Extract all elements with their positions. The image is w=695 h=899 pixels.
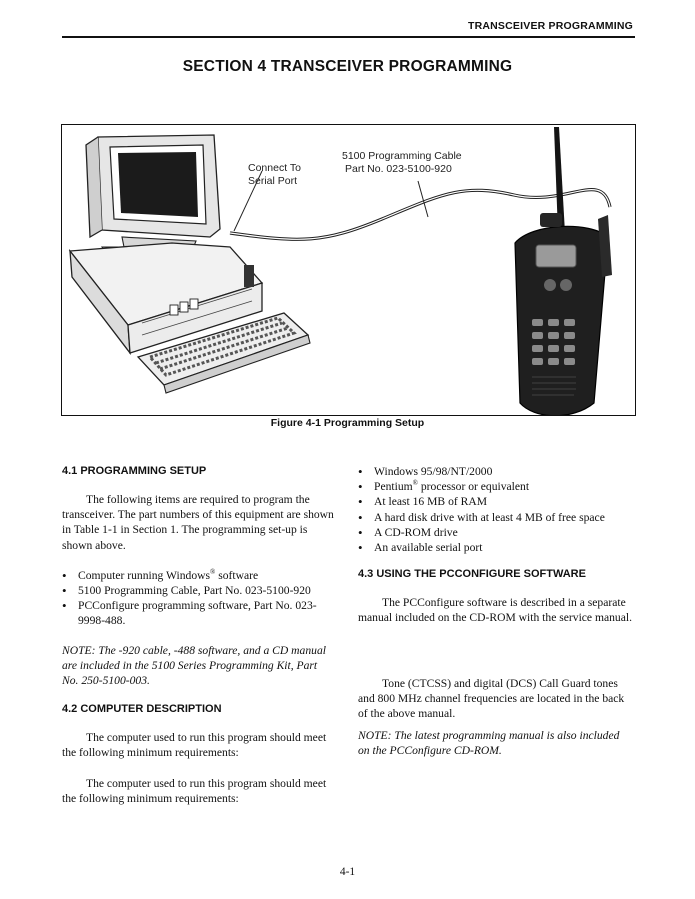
programming-kit-note: NOTE: The -920 cable, -488 software, and a CD manual are included in the 5100 Series Programming Kit, Part No. 250-5100-003. — [62, 643, 326, 688]
running-header: TRANSCEIVER PROGRAMMING — [467, 20, 633, 32]
serial-port-callout: Connect To Serial Port — [248, 162, 301, 187]
figure-caption: Figure 4-1 Programming Setup — [270, 417, 425, 429]
list-item: • Computer running Windows® software — [62, 568, 336, 583]
heading-computer-description: 4.2 COMPUTER DESCRIPTION — [62, 703, 222, 716]
minimum-requirements-list — [358, 464, 632, 555]
programming-manual-note: NOTE: The latest programming manual is also included on the PCConfigure CD-ROM. — [358, 729, 620, 758]
list-item: • A CD-ROM drive — [358, 525, 632, 540]
programming-setup-figure — [61, 124, 636, 416]
list-item: • Windows 95/98/NT/2000 — [358, 464, 632, 479]
list-item: • 5100 Programming Cable, Part No. 023-5100-920 — [62, 583, 336, 598]
left-column — [62, 464, 336, 806]
header-rule — [62, 36, 635, 38]
computer-description-paragraph-2: The computer used to run this program should meet the following minimum requirements: — [62, 776, 327, 805]
section-title: SECTION 4 TRANSCEIVER PROGRAMMING — [182, 58, 513, 75]
page-number: 4-1 — [339, 866, 356, 878]
list-item: • Pentium® processor or equivalent — [358, 479, 632, 494]
radio-transceiver-icon — [515, 127, 612, 416]
programming-setup-paragraph: The following items are required to program the transceiver. The part numbers of this equipment are shown in Table 1-1 in Section 1. The programming set-up is shown above. — [62, 493, 334, 552]
computer-description-paragraph-1: The computer used to run this program should meet the following minimum requirements: — [62, 731, 327, 760]
pcconfigure-paragraph: The PCConfigure software is described in a separate manual included on the CD-ROM with the service manual. — [358, 596, 632, 625]
list-item: • At least 16 MB of RAM — [358, 494, 632, 509]
call-guard-tones-paragraph: Tone (CTCSS) and digital (DCS) Call Guard tones and 800 MHz channel frequencies are located in the back of the above manual. — [358, 676, 625, 721]
list-item: • An available serial port — [358, 540, 632, 555]
required-items-list — [62, 568, 336, 629]
right-column — [358, 464, 632, 759]
cable-callout: 5100 Programming Cable Part No. 023-5100-920 — [342, 150, 462, 175]
list-item: • A hard disk drive with at least 4 MB of free space — [358, 510, 632, 525]
list-item: • PCConfigure programming software, Part No. 023-9998-488. — [62, 598, 336, 628]
heading-using-pcconfigure: 4.3 USING THE PCCONFIGURE SOFTWARE — [358, 568, 586, 581]
heading-programming-setup: 4.1 PROGRAMMING SETUP — [62, 465, 207, 477]
monitor-icon — [86, 135, 220, 259]
